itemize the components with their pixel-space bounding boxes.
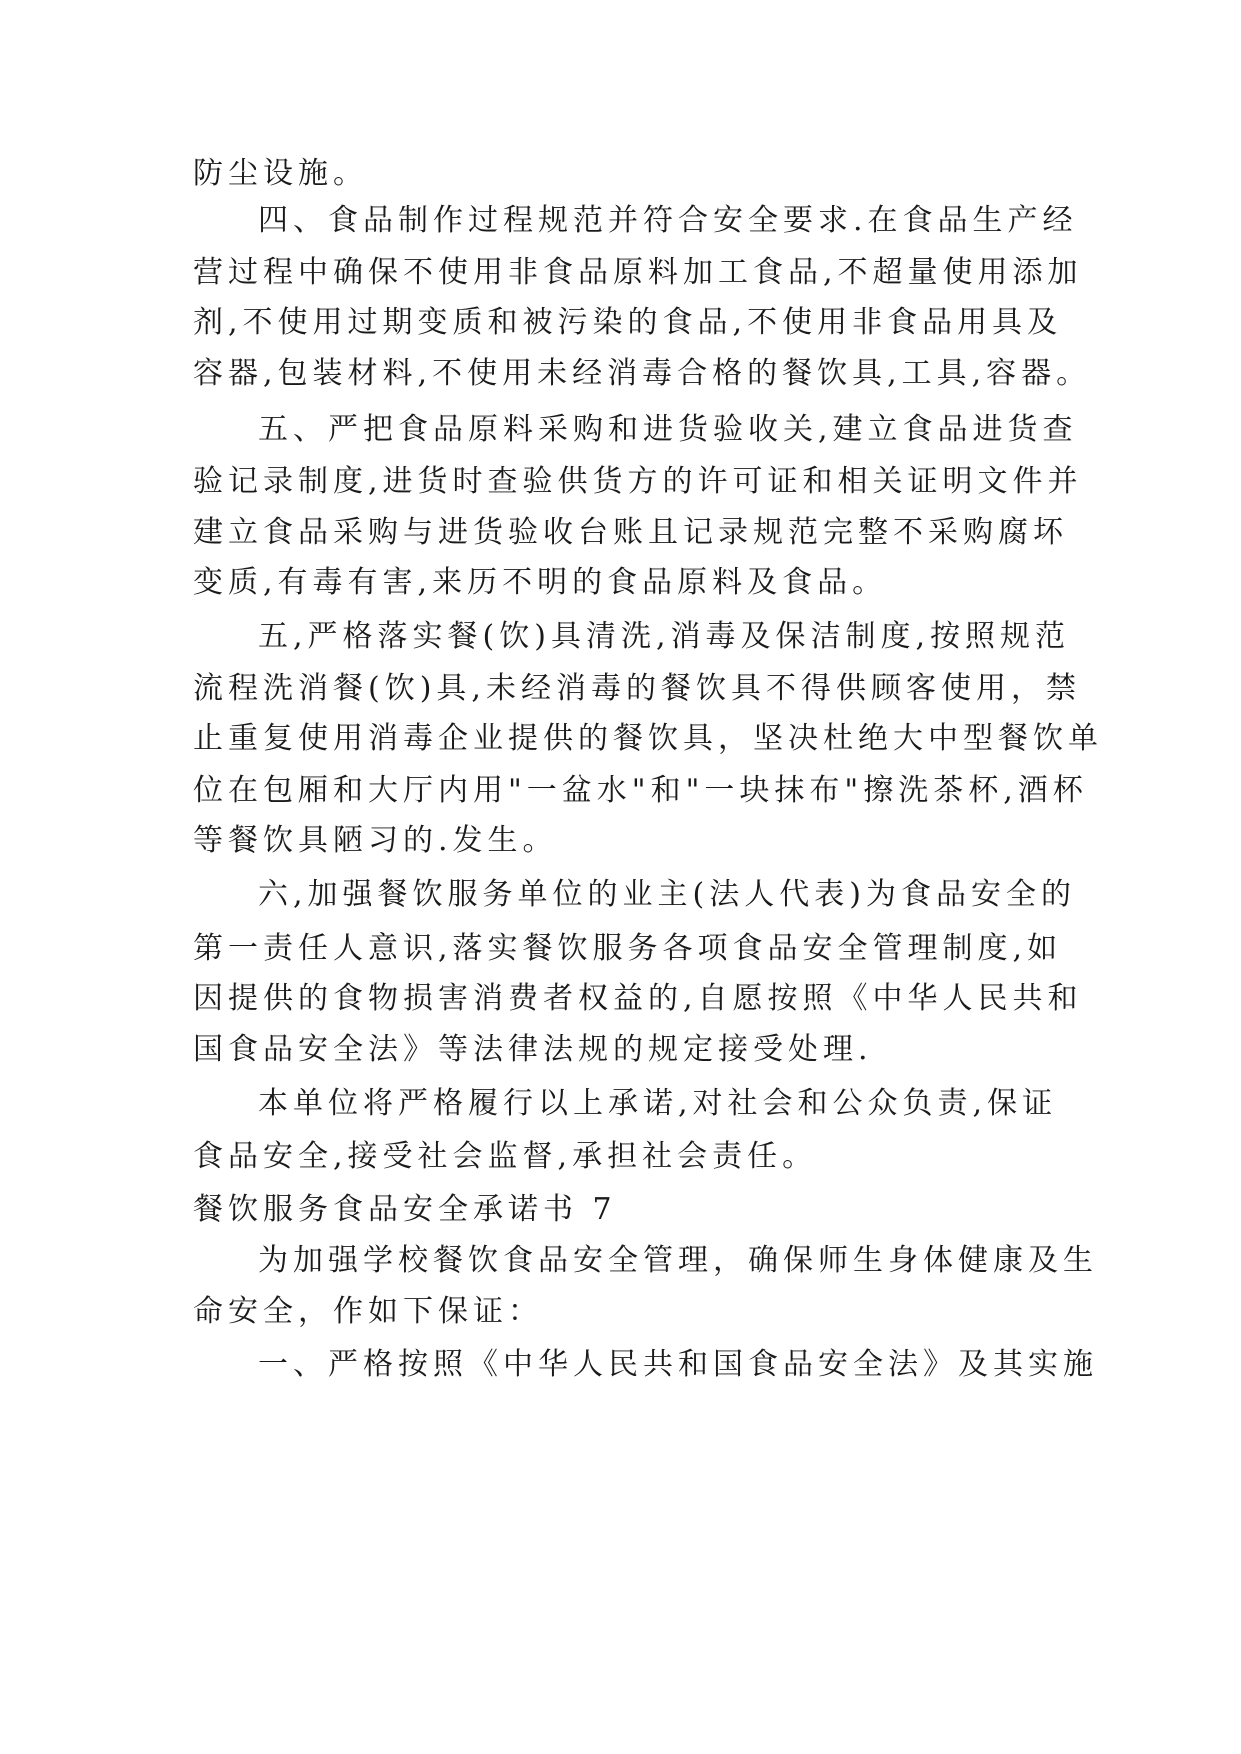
text-line: 食品安全,接受社会监督,承担社会责任。 — [193, 1139, 818, 1174]
text-line: 为加强学校餐饮食品安全管理，确保师生身体健康及生 — [258, 1243, 1098, 1278]
text-line: 防尘设施。 — [193, 156, 368, 191]
text-line: 验记录制度,进货时查验供货方的许可证和相关证明文件并 — [193, 464, 1083, 499]
text-line: 剂,不使用过期变质和被污染的食品,不使用非食品用具及 — [193, 305, 1063, 340]
text-line: 变质,有毒有害,来历不明的食品原料及食品。 — [193, 565, 888, 600]
text-line: 容器,包装材料,不使用未经消毒合格的餐饮具,工具,容器。 — [193, 356, 1092, 391]
text-line: 等餐饮具陋习的.发生。 — [193, 823, 558, 858]
text-line: 位在包厢和大厅内用"一盆水"和"一块抹布"擦洗茶杯,酒杯 — [193, 773, 1088, 808]
text-line: 流程洗消餐(饮)具,未经消毒的餐饮具不得供顾客使用，禁 — [193, 671, 1081, 706]
text-line: 本单位将严格履行以上承诺,对社会和公众负责,保证 — [258, 1086, 1058, 1121]
text-line: 五、严把食品原料采购和进货验收关,建立食品进货查 — [258, 412, 1078, 447]
text-line: 第一责任人意识,落实餐饮服务各项食品安全管理制度,如 — [193, 931, 1063, 966]
text-line: 营过程中确保不使用非食品原料加工食品,不超量使用添加 — [193, 255, 1083, 290]
text-line: 一、严格按照《中华人民共和国食品安全法》及其实施 — [258, 1347, 1098, 1382]
text-line: 国食品安全法》等法律法规的规定接受处理. — [193, 1032, 873, 1067]
text-line: 五,严格落实餐(饮)具清洗,消毒及保洁制度,按照规范 — [258, 619, 1071, 654]
text-line: 建立食品采购与进货验收台账且记录规范完整不采购腐坏 — [193, 515, 1068, 550]
text-line: 止重复使用消毒企业提供的餐饮具，坚决杜绝大中型餐饮单 — [193, 721, 1103, 756]
text-line: 因提供的食物损害消费者权益的,自愿按照《中华人民共和 — [193, 981, 1083, 1016]
text-line: 六,加强餐饮服务单位的业主(法人代表)为食品安全的 — [258, 877, 1076, 912]
text-line: 命安全，作如下保证： — [193, 1294, 543, 1329]
section-heading: 餐饮服务食品安全承诺书 7 — [193, 1192, 617, 1227]
text-line: 四、食品制作过程规范并符合安全要求.在食品生产经 — [258, 203, 1078, 238]
